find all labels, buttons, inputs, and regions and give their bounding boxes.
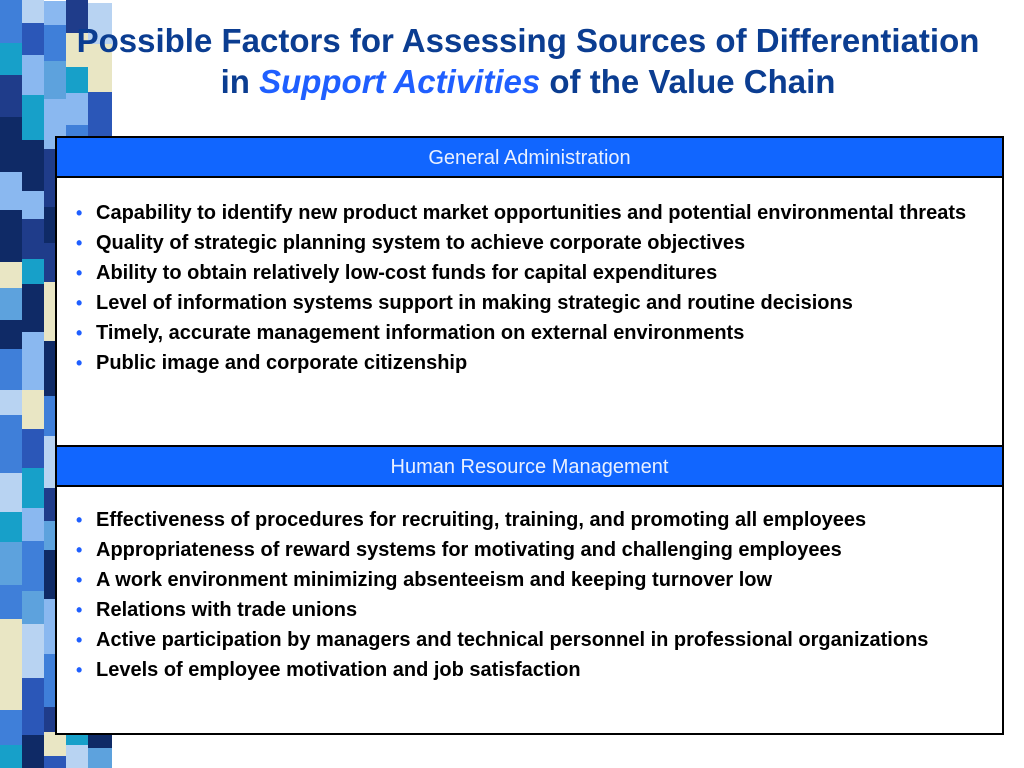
bullet-icon: • xyxy=(76,203,83,223)
mosaic-tile xyxy=(0,210,22,262)
mosaic-tile xyxy=(0,512,22,542)
bullet-icon: • xyxy=(76,293,83,313)
list-item-text: Timely, accurate management information on external environments xyxy=(96,322,745,344)
mosaic-tile xyxy=(22,429,44,468)
title-emphasis: Support Activities xyxy=(259,63,541,100)
mosaic-tile xyxy=(22,508,44,541)
mosaic-tile xyxy=(0,619,22,678)
list-item-text: A work environment minimizing absenteeism and keeping turnover low xyxy=(96,569,773,591)
bullet-icon: • xyxy=(76,510,83,530)
mosaic-tile xyxy=(0,262,22,288)
mosaic-tile xyxy=(0,349,22,390)
mosaic-tile xyxy=(0,117,22,172)
mosaic-tile xyxy=(0,75,22,117)
mosaic-tile xyxy=(22,541,44,591)
mosaic-tile xyxy=(0,710,22,745)
list-item-text: Relations with trade unions xyxy=(96,599,358,621)
mosaic-tile xyxy=(0,390,22,415)
mosaic-tile xyxy=(22,678,44,735)
title-text-part1: Possible Factors for Assessing Sources of Differentiation in xyxy=(76,22,980,100)
mosaic-tile xyxy=(0,542,22,585)
mosaic-tile xyxy=(22,140,44,191)
mosaic-tile xyxy=(0,0,22,43)
list-item-text: Appropriateness of reward systems for motivating and challenging employees xyxy=(96,539,842,561)
mosaic-tile xyxy=(22,55,44,95)
mosaic-tile xyxy=(22,591,44,624)
mosaic-tile xyxy=(0,320,22,349)
general-administration-list xyxy=(71,200,978,380)
list-item xyxy=(71,507,978,533)
mosaic-tile xyxy=(22,332,44,390)
mosaic-tile xyxy=(22,284,44,332)
human-resource-management-list xyxy=(71,507,978,687)
list-item-text: Ability to obtain relatively low-cost funds for capital expenditures xyxy=(96,262,718,284)
mosaic-tile xyxy=(22,23,44,55)
mosaic-tile xyxy=(0,745,22,768)
bullet-icon: • xyxy=(76,323,83,343)
list-item xyxy=(71,320,978,346)
list-item xyxy=(71,200,978,226)
mosaic-tile xyxy=(44,732,66,756)
mosaic-tile xyxy=(22,735,44,768)
mosaic-tile xyxy=(0,415,22,473)
list-item xyxy=(71,657,978,683)
list-item-text: Quality of strategic planning system to achieve corporate objectives xyxy=(96,232,746,254)
slide-title xyxy=(68,20,988,102)
mosaic-tile xyxy=(44,1,66,25)
list-item-text: Capability to identify new product market opportunities and potential environmental threats xyxy=(96,202,967,224)
section-header-general-administration: General Administration xyxy=(57,138,1002,178)
mosaic-tile xyxy=(0,172,22,210)
list-item xyxy=(71,537,978,563)
list-item xyxy=(71,567,978,593)
list-item-text: Levels of employee motivation and job satisfaction xyxy=(96,659,581,681)
list-item xyxy=(71,627,978,653)
list-item xyxy=(71,597,978,623)
mosaic-tile xyxy=(22,191,44,219)
mosaic-tile xyxy=(44,756,66,768)
list-item xyxy=(71,290,978,316)
list-item-text: Effectiveness of procedures for recruiting, training, and promoting all employees xyxy=(96,509,867,531)
section-header-human-resource-management: Human Resource Management xyxy=(57,445,1002,487)
list-item-text: Active participation by managers and technical personnel in professional organizations xyxy=(96,629,929,651)
mosaic-tile xyxy=(22,390,44,429)
bullet-icon: • xyxy=(76,233,83,253)
mosaic-tile xyxy=(22,259,44,284)
bullet-icon: • xyxy=(76,660,83,680)
mosaic-tile xyxy=(0,43,22,75)
list-item xyxy=(71,350,978,376)
mosaic-tile xyxy=(44,25,66,61)
mosaic-tile xyxy=(22,95,44,140)
mosaic-tile xyxy=(0,288,22,320)
mosaic-tile xyxy=(0,585,22,619)
list-item-text: Level of information systems support in making strategic and routine decisions xyxy=(96,292,853,314)
mosaic-tile xyxy=(0,678,22,710)
bullet-icon: • xyxy=(76,263,83,283)
list-item-text: Public image and corporate citizenship xyxy=(96,352,468,374)
bullet-icon: • xyxy=(76,600,83,620)
mosaic-tile xyxy=(88,748,112,768)
bullet-icon: • xyxy=(76,353,83,373)
mosaic-tile xyxy=(44,61,66,99)
mosaic-tile xyxy=(66,745,88,768)
mosaic-tile xyxy=(22,219,44,259)
mosaic-tile xyxy=(22,0,44,23)
bullet-icon: • xyxy=(76,570,83,590)
mosaic-tile xyxy=(22,624,44,678)
list-item xyxy=(71,230,978,256)
bullet-icon: • xyxy=(76,540,83,560)
bullet-icon: • xyxy=(76,630,83,650)
list-item xyxy=(71,260,978,286)
mosaic-tile xyxy=(0,473,22,512)
title-text-part2: of the Value Chain xyxy=(540,63,836,100)
mosaic-tile xyxy=(22,468,44,508)
factors-table xyxy=(55,136,1004,735)
